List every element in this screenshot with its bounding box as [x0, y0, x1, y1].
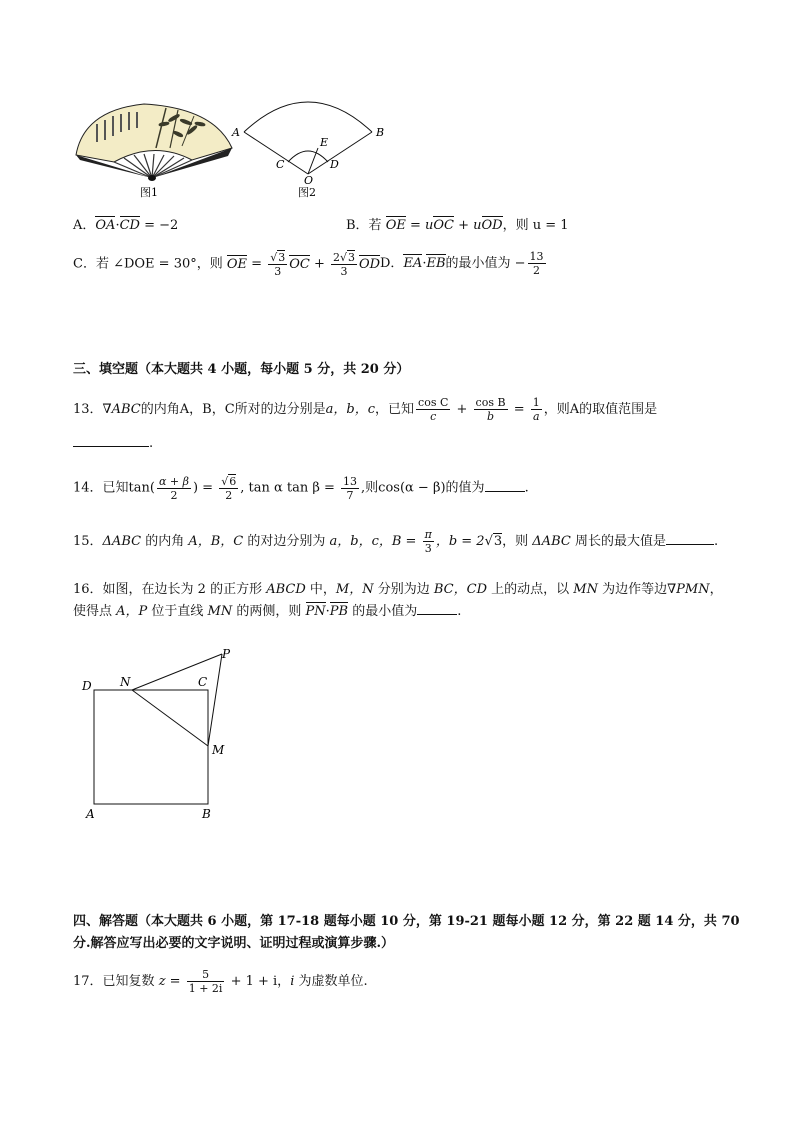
label-D: D	[330, 158, 339, 171]
vector-CD: CD	[119, 218, 140, 233]
label-E: E	[320, 136, 329, 149]
question-13: 13．∇ABC的内角A，B，C所对的边分别是a，b，c，已知 $\frac{\text{cos C}}{c}$ + $\frac{\text{cos B}}{b}$ = $\frac{1}{a}$ ，则A的取值范围是	[73, 396, 658, 423]
sq-label-B: B	[202, 807, 211, 821]
answer-blank-13[interactable]	[73, 446, 149, 447]
sq-label-C: C	[198, 675, 208, 689]
section-3-heading: 三、填空题（本大题共 4 小题，每小题 5 分，共 20 分）	[73, 362, 410, 377]
question-13-answer-line: .	[73, 436, 153, 451]
segment-NM	[132, 690, 208, 746]
fraction-2sqrt3-over-3: $\frac{2√3}{3}$	[333, 251, 356, 278]
fan-ribs	[114, 154, 192, 178]
option-C: C．若 ∠DOE = 30°，则 OE = $\frac{√3}{3}$ OC + $\frac{2√3}{3}$ OD	[73, 251, 381, 278]
sector-figure-2	[230, 92, 395, 200]
inner-arc	[288, 151, 328, 162]
vector-OA: OA	[95, 218, 116, 233]
answer-blank-16[interactable]	[417, 614, 457, 615]
section-4-heading-line-2: 分.解答应写出必要的文字说明、证明过程或演算步骤.）	[73, 936, 395, 951]
segment-NP	[132, 654, 222, 690]
section-4-heading-line-1: 四、解答题（本大题共 6 小题，第 17-18 题每小题 10 分，第 19-21 题每小题 12 分，第 22 题 14 分，共 70	[73, 914, 740, 929]
segment-MP	[208, 654, 222, 746]
fan-figure-1	[74, 100, 234, 200]
fraction-13-over-2: $\frac{13}{2}$	[529, 250, 544, 277]
answer-blank-14[interactable]	[485, 491, 525, 492]
label-O: O	[304, 174, 314, 187]
fan-handle	[148, 175, 156, 181]
option-B: B．若 OE = uOC + uOD，则 u = 1	[346, 218, 569, 233]
sq-label-D: D	[82, 679, 92, 693]
label-C: C	[276, 158, 285, 171]
fig1-caption: 图1	[140, 186, 158, 199]
option-A: A．OA·CD = −2	[73, 218, 179, 233]
question-15: 15．ΔABC 的内角 A，B，C 的对边分别为 a，b，c，B = $\frac{\pi}{3}$ ，b = 2√3，则 ΔABC 周长的最大值是 .	[73, 528, 719, 555]
sq-label-A: A	[86, 807, 95, 821]
answer-blank-15[interactable]	[666, 544, 714, 545]
question-16-line-1: 16．如图，在边长为 2 的正方形 ABCD 中，M，N 分别为边 BC，CD 上的动点，以 MN 为边作等边∇PMN，	[73, 582, 723, 597]
sq-label-N: N	[120, 675, 131, 689]
label-A: A	[232, 126, 240, 139]
sq-label-P: P	[222, 647, 231, 661]
fig2-caption: 图2	[298, 186, 316, 199]
option-D: D．EA·EB的最小值为 − $\frac{13}{2}$	[380, 250, 544, 277]
square-figure	[76, 644, 246, 824]
fraction-sqrt3-over-3: $\frac{√3}{3}$	[270, 251, 286, 278]
fan-paper	[76, 104, 232, 162]
square-ABCD	[94, 690, 208, 804]
sq-label-M: M	[212, 743, 225, 757]
question-16-line-2: 使得点 A，P 位于直线 MN 的两侧，则 PN·PB 的最小值为 .	[73, 604, 462, 619]
question-17: 17．已知复数 z = $\frac{5}{1 + 2i}$ + 1 + i，i 为虚数单位.	[73, 968, 368, 995]
label-B: B	[376, 126, 385, 139]
outer-arc	[244, 102, 372, 132]
question-14: 14．已知tan( $\frac{\alpha + \beta}{2}$ ) = $\frac{√6}{2}$ , tan α tan β = $\frac{13}{7}$ ,则cos(α − β)的值为 .	[73, 474, 529, 502]
